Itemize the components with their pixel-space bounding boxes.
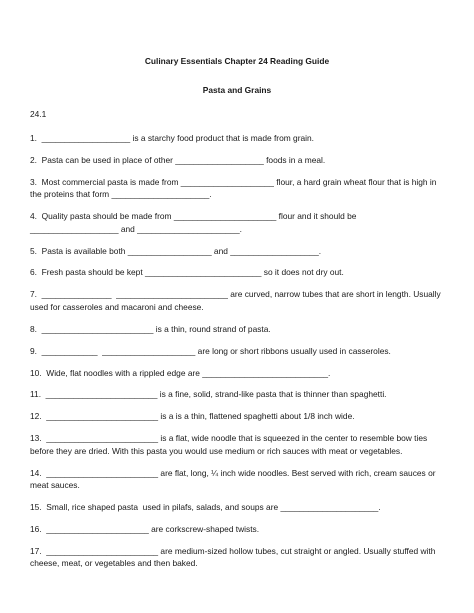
section-number: 24.1 bbox=[30, 109, 47, 119]
question-2: 2. Pasta can be used in place of other ___________________ foods in a meal. bbox=[30, 154, 326, 165]
question-10: 10. Wide, flat noodles with a rippled edge are ___________________________. bbox=[30, 367, 331, 378]
question-12: 12. ________________________ is a is a thin, flattened spaghetti about 1/8 inch wide. bbox=[30, 411, 355, 422]
question-14: 14. ________________________ are flat, long, ¼ inch wide noodles. Best served with rich, cream sauces or meat sauces. bbox=[30, 467, 438, 491]
page-subtitle: Pasta and Grains bbox=[202, 85, 272, 95]
question-11: 11. ________________________ is a fine, solid, strand-like pasta that is thinner than spaghetti. bbox=[30, 389, 387, 400]
question-1: 1. ___________________ is a starchy food product that is made from grain. bbox=[30, 133, 315, 143]
question-8: 8. ________________________ is a thin, round strand of pasta. bbox=[30, 323, 271, 334]
question-15: 15. Small, rice shaped pasta used in pilafs, salads, and soups are _____________________. bbox=[30, 501, 381, 512]
question-13: 13. ________________________ is a flat, wide noodle that is squeezed in the center to resemble bow ties before they are dried. With this pasta you would use medium or rich sauces with meat or vegetables. bbox=[30, 433, 430, 456]
question-5: 5. Pasta is available both __________________ and ___________________. bbox=[30, 245, 322, 256]
question-6: 6. Fresh pasta should be kept _________________________ so it does not dry out. bbox=[30, 267, 344, 278]
question-7: 7. _______________ ________________________ are curved, narrow tubes that are short in length. Usually used for casseroles and macaroni and cheese. bbox=[30, 289, 444, 312]
question-16: 16. ______________________ are corkscrew-shaped twists. bbox=[30, 523, 260, 534]
question-9: 9. ____________ ____________________ are long or short ribbons usually used in casseroles. bbox=[30, 345, 391, 356]
question-3: 3. Most commercial pasta is made from ____________________ flour, a hard grain wheat flour that is high in the proteins that form _____________________. bbox=[30, 176, 439, 200]
question-17: 17. ________________________ are medium-sized hollow tubes, cut straight or angled. Usually stuffed with cheese, meat, or vegetables and then baked. bbox=[30, 545, 438, 569]
question-4: 4. Quality pasta should be made from ______________________ flour and it should be ___________________ and ______________________. bbox=[30, 211, 359, 234]
page-title: Culinary Essentials Chapter 24 Reading Guide bbox=[144, 56, 330, 66]
